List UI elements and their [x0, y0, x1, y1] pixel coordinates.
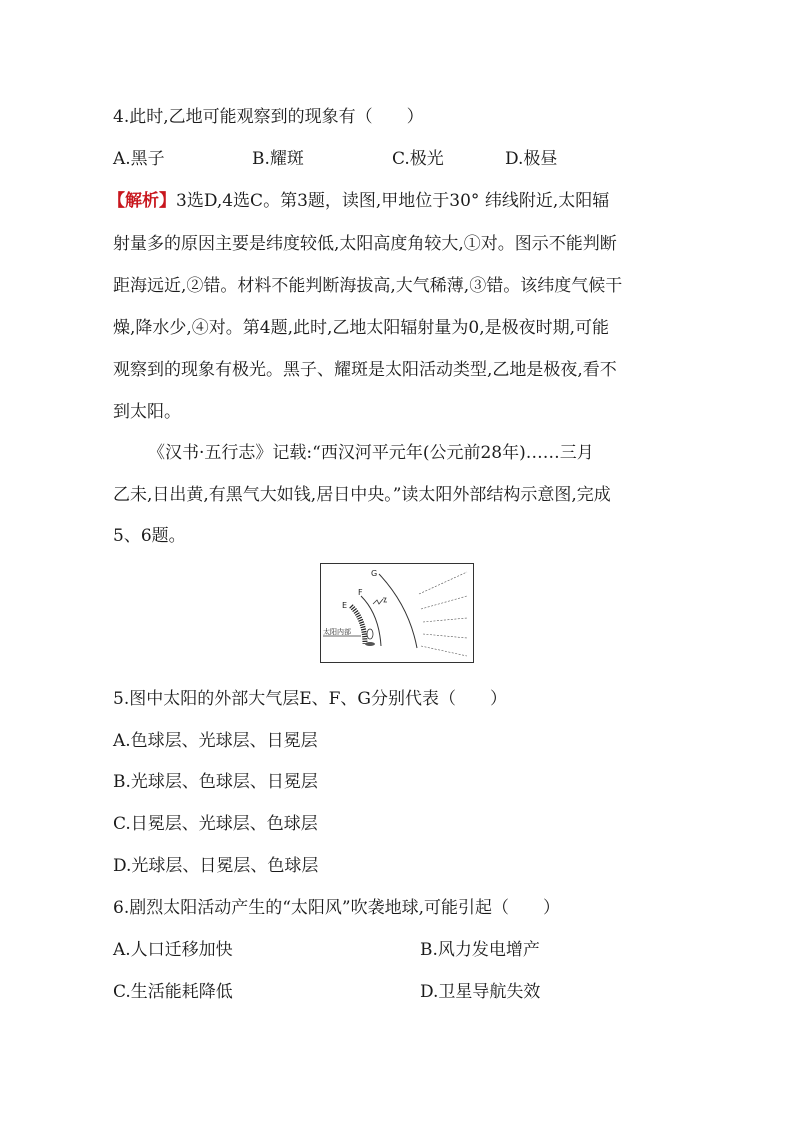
analysis-line: 到太阳。 [113, 402, 181, 422]
material-line: 《汉书·五行志》记载:“西汉河平元年(公元前28年)……三月 [148, 443, 594, 463]
corona-arc [379, 574, 417, 648]
photosphere-band [351, 606, 365, 644]
q6-option-a: A.人口迁移加快 [113, 940, 233, 960]
q5-option-a: A.色球层、光球层、日冕层 [113, 731, 318, 751]
ray-line [423, 618, 467, 622]
q6-option-c: C.生活能耗降低 [113, 982, 233, 1002]
question-5-stem: 5.图中太阳的外部大气层E、F、G分别代表（ ） [113, 689, 508, 709]
ray-line [423, 634, 467, 638]
analysis-line: 距海远近,②错。材料不能判断海拔高,大气稀薄,③错。该纬度气候干 [113, 276, 623, 296]
prominence-mark [373, 599, 383, 604]
ray-line [421, 646, 467, 656]
label-f: F [358, 588, 363, 597]
q4-option-d: D.极昼 [505, 149, 558, 169]
ray-line [419, 572, 467, 594]
sunspot-loop [367, 629, 373, 639]
sun-structure-figure [320, 563, 474, 663]
question-6-stem: 6.剧烈太阳活动产生的“太阳风”吹袭地球,可能引起（ ） [113, 898, 561, 918]
analysis-line: 燥,降水少,④对。第4题,此时,乙地太阳辐射量为0,是极夜时期,可能 [113, 318, 610, 338]
question-4-stem: 4.此时,乙地可能观察到的现象有（ ） [113, 107, 424, 127]
label-core: 太阳内部 [323, 628, 351, 636]
q6-option-b: B.风力发电增产 [420, 940, 540, 960]
analysis-line: 3选D,4选C。第3题，读图,甲地位于30° 纬线附近,太阳辐 [176, 191, 610, 211]
q6-option-d: D.卫星导航失效 [420, 982, 541, 1002]
analysis-line: 射量多的原因主要是纬度较低,太阳高度角较大,①对。图示不能判断 [113, 234, 617, 254]
material-line: 5、6题。 [113, 526, 186, 546]
flare-mark [383, 598, 387, 602]
ray-line [421, 596, 467, 609]
analysis-line: 观察到的现象有极光。黑子、耀斑是太阳活动类型,乙地是极夜,看不 [113, 360, 617, 380]
q5-option-c: C.日冕层、光球层、色球层 [113, 814, 318, 834]
q5-option-d: D.光球层、日冕层、色球层 [113, 856, 319, 876]
q4-option-c: C.极光 [392, 149, 444, 169]
sunspot [365, 642, 375, 646]
sun-structure-diagram [321, 564, 473, 662]
label-g: G [371, 569, 378, 578]
q4-option-a: A.黑子 [113, 149, 165, 169]
q4-option-b: B.耀斑 [252, 149, 304, 169]
label-e: E [342, 601, 348, 610]
q5-option-b: B.光球层、色球层、日冕层 [113, 772, 318, 792]
analysis-tag: 【解析】 [108, 191, 176, 211]
material-line: 乙未,日出黄,有黑气大如钱,居日中央。”读太阳外部结构示意图,完成 [113, 485, 611, 505]
